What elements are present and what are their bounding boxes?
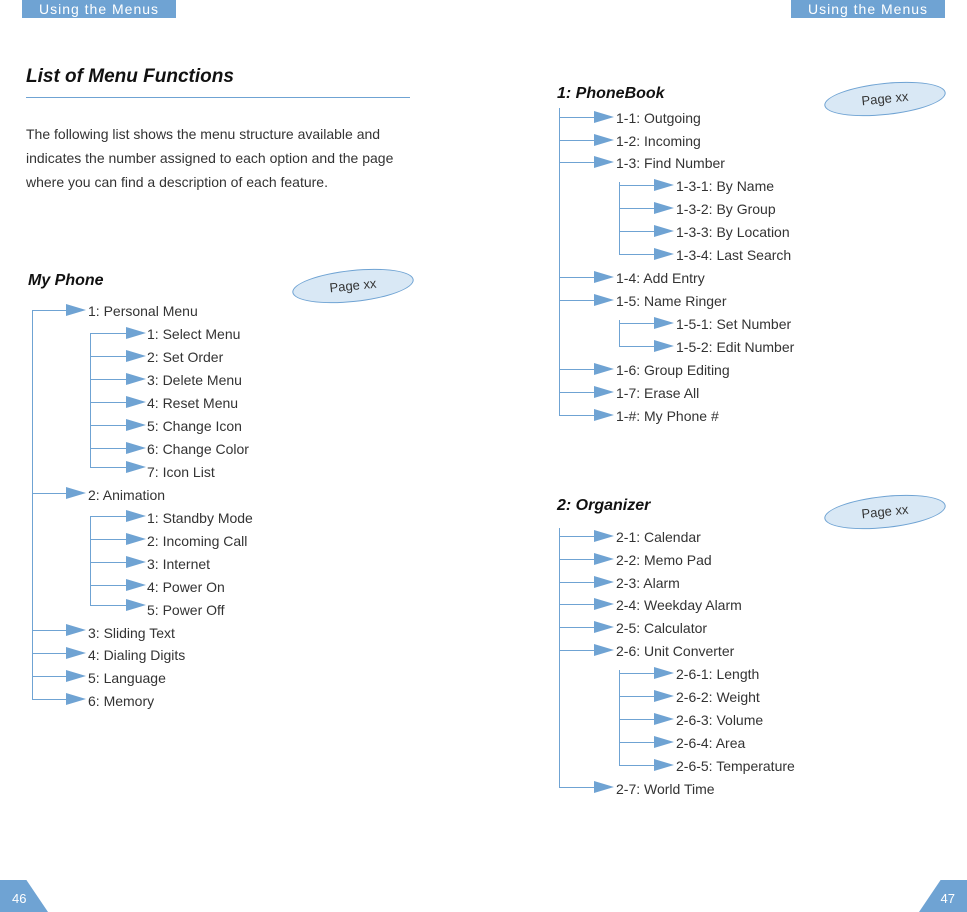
organizer-heading: 2: Organizer (557, 497, 651, 514)
arrow-icon (126, 556, 146, 568)
arrow-icon (594, 134, 614, 146)
arrow-icon (594, 598, 614, 610)
connector (619, 185, 659, 186)
menu-item: 2-6-2: Weight (676, 689, 760, 705)
arrow-icon (654, 179, 674, 191)
organizer-page-badge: Page xx (823, 490, 948, 535)
arrow-icon (66, 647, 86, 659)
arrow-icon (654, 713, 674, 725)
my-phone-page-badge: Page xx (291, 264, 416, 309)
connector (559, 650, 599, 651)
arrow-icon (594, 576, 614, 588)
menu-item: 2-2: Memo Pad (616, 552, 712, 568)
header-tab-left: Using the Menus (22, 0, 176, 18)
connector (90, 379, 130, 380)
arrow-icon (654, 317, 674, 329)
menu-item: 5: Power Off (147, 602, 225, 618)
menu-item: 6: Memory (88, 693, 155, 709)
connector (559, 627, 599, 628)
connector (559, 604, 599, 605)
arrow-icon (654, 667, 674, 679)
menu-item: 1-3-1: By Name (676, 178, 775, 194)
menu-item: 2-1: Calendar (616, 529, 701, 545)
menu-item: 2-6-1: Length (676, 666, 760, 682)
menu-item: 4: Reset Menu (147, 395, 239, 411)
connector (90, 516, 130, 517)
connector (559, 300, 599, 301)
connector (90, 585, 130, 586)
arrow-icon (66, 624, 86, 636)
arrow-icon (594, 781, 614, 793)
arrow-icon (66, 487, 86, 499)
menu-item: 1: Select Menu (147, 326, 241, 342)
arrow-icon (654, 248, 674, 260)
arrow-icon (594, 409, 614, 421)
personal-menu-tree-line (90, 333, 91, 467)
connector (559, 536, 599, 537)
menu-item: 4: Power On (147, 579, 225, 595)
arrow-icon (126, 579, 146, 591)
connector (90, 562, 130, 563)
connector (559, 162, 599, 163)
arrow-icon (126, 533, 146, 545)
arrow-icon (594, 156, 614, 168)
arrow-icon (594, 271, 614, 283)
menu-item: 2-6-5: Temperature (676, 758, 795, 774)
menu-item: 2-3: Alarm (616, 575, 680, 591)
page-title: List of Menu Functions (26, 66, 234, 87)
menu-item: 1-6: Group Editing (616, 362, 730, 378)
arrow-icon (126, 350, 146, 362)
arrow-icon (654, 759, 674, 771)
connector (90, 402, 130, 403)
header-tab-right: Using the Menus (791, 0, 945, 18)
arrow-icon (126, 373, 146, 385)
arrow-icon (126, 510, 146, 522)
arrow-icon (594, 644, 614, 656)
phonebook-heading: 1: PhoneBook (557, 85, 665, 102)
arrow-icon (654, 202, 674, 214)
menu-item: 5: Change Icon (147, 418, 242, 434)
animation-tree-line (90, 516, 91, 605)
unit-converter-tree-line (619, 670, 620, 765)
menu-item: 4: Dialing Digits (88, 647, 186, 663)
arrow-icon (126, 442, 146, 454)
menu-item: 3: Internet (147, 556, 211, 572)
title-divider (26, 97, 410, 98)
arrow-icon (126, 396, 146, 408)
menu-item: 2-6-3: Volume (676, 712, 764, 728)
connector (559, 140, 599, 141)
arrow-icon (66, 304, 86, 316)
connector (619, 673, 659, 674)
organizer-tree-line (559, 528, 560, 787)
menu-item: 6: Change Color (147, 441, 249, 457)
arrow-icon (126, 461, 146, 473)
menu-item: 1-5: Name Ringer (616, 293, 727, 309)
arrow-icon (654, 690, 674, 702)
arrow-icon (594, 386, 614, 398)
connector (619, 719, 659, 720)
menu-item: 2-4: Weekday Alarm (616, 597, 742, 613)
arrow-icon (126, 327, 146, 339)
menu-item: 1-5-1: Set Number (676, 316, 792, 332)
menu-item: 2: Incoming Call (147, 533, 248, 549)
intro-paragraph: The following list shows the menu structure available and indicates the number assigned to each option and the page where you can find a description of each feature. (26, 126, 394, 190)
page-number-left: 46 (12, 891, 27, 906)
connector (619, 346, 659, 347)
menu-item: 1: Standby Mode (147, 510, 253, 526)
find-number-tree-line (619, 182, 620, 254)
arrow-icon (126, 599, 146, 611)
menu-item: 1-3-3: By Location (676, 224, 790, 240)
arrow-icon (594, 530, 614, 542)
menu-item: 1-5-2: Edit Number (676, 339, 795, 355)
arrow-icon (594, 621, 614, 633)
menu-item: 1-3-4: Last Search (676, 247, 792, 263)
arrow-icon (654, 340, 674, 352)
connector (559, 369, 599, 370)
connector (619, 696, 659, 697)
menu-item: 7: Icon List (147, 464, 215, 480)
menu-item: 1-4: Add Entry (616, 270, 705, 286)
connector (90, 467, 130, 468)
arrow-icon (594, 553, 614, 565)
arrow-icon (66, 670, 86, 682)
connector (619, 765, 659, 766)
connector (559, 117, 599, 118)
connector (90, 356, 130, 357)
connector (619, 254, 659, 255)
connector (619, 742, 659, 743)
connector (90, 539, 130, 540)
connector (619, 323, 659, 324)
menu-item: 1-1: Outgoing (616, 110, 701, 126)
menu-item: 2: Set Order (147, 349, 224, 365)
menu-item: 2-6-4: Area (676, 735, 746, 751)
connector (559, 582, 599, 583)
connector (559, 559, 599, 560)
menu-item: 2-5: Calculator (616, 620, 708, 636)
menu-item: 1-2: Incoming (616, 133, 701, 149)
menu-item: 1-3: Find Number (616, 155, 725, 171)
page-number-right: 47 (940, 891, 955, 906)
menu-item: 2: Animation (88, 487, 166, 503)
menu-item: 2-7: World Time (616, 781, 715, 797)
connector (559, 392, 599, 393)
connector (619, 208, 659, 209)
arrow-icon (654, 736, 674, 748)
arrow-icon (594, 294, 614, 306)
arrow-icon (126, 419, 146, 431)
arrow-icon (654, 225, 674, 237)
my-phone-heading: My Phone (28, 272, 104, 289)
connector (90, 605, 130, 606)
my-phone-tree-line (32, 310, 33, 700)
arrow-icon (594, 111, 614, 123)
menu-item: 1: Personal Menu (88, 303, 198, 319)
menu-item: 1-3-2: By Group (676, 201, 776, 217)
menu-item: 3: Delete Menu (147, 372, 242, 388)
connector (90, 448, 130, 449)
connector (619, 231, 659, 232)
connector (90, 425, 130, 426)
connector (559, 787, 599, 788)
connector (90, 333, 130, 334)
connector (559, 415, 599, 416)
connector (559, 277, 599, 278)
phonebook-page-badge: Page xx (823, 77, 948, 122)
menu-item: 5: Language (88, 670, 166, 686)
menu-item: 1-7: Erase All (616, 385, 700, 401)
menu-item: 3: Sliding Text (88, 625, 175, 641)
arrow-icon (66, 693, 86, 705)
menu-item: 1-#: My Phone # (616, 408, 719, 424)
menu-item: 2-6: Unit Converter (616, 643, 735, 659)
arrow-icon (594, 363, 614, 375)
